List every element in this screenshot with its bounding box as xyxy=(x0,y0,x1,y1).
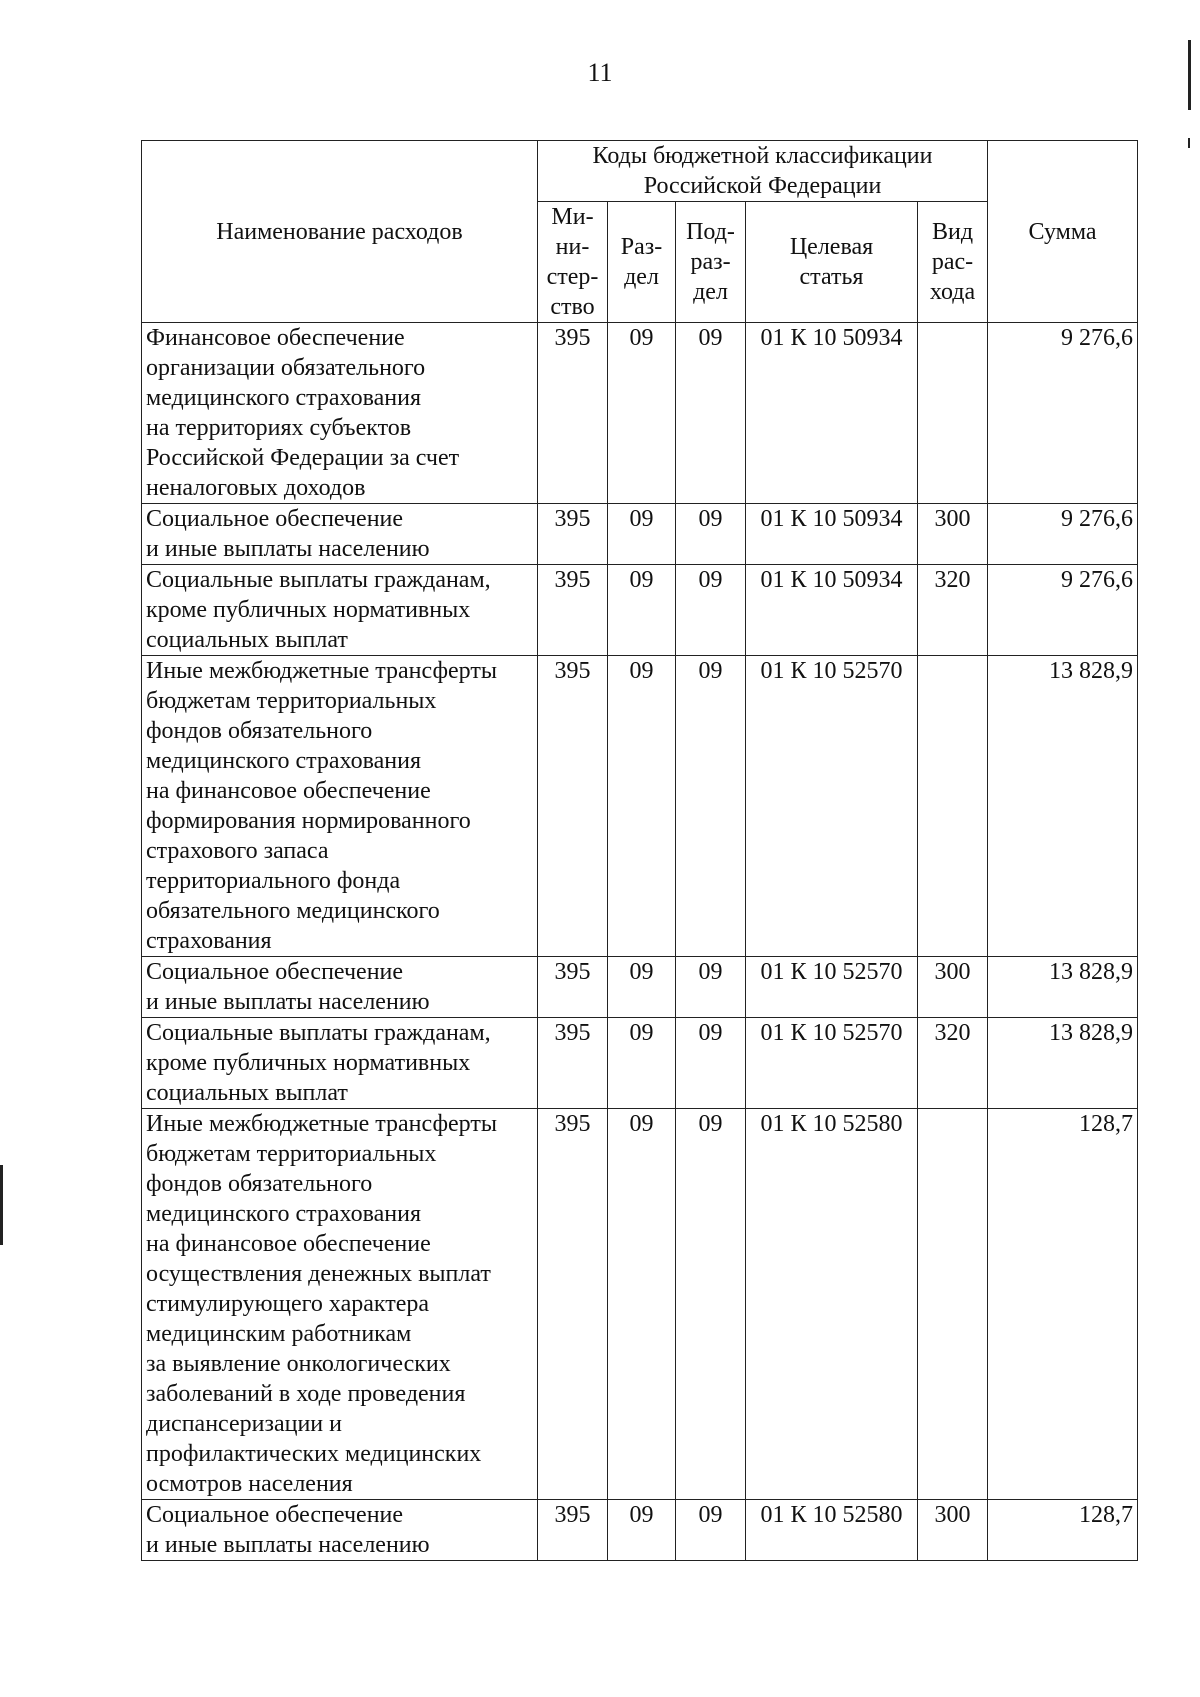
row-name: Иные межбюджетные трансферты бюджетам территориальных фондов обязательного медицинского страхования на финансовое обеспечение осуществления денежных выплат стимулирующего характера медицинским работникам за выявление онкологических заболеваний в ходе проведения диспансеризации и профилактических медицинских осмотров населения xyxy=(142,1109,538,1500)
page-number: 11 xyxy=(587,58,613,87)
row-expense-type: 300 xyxy=(918,1500,988,1561)
row-section: 09 xyxy=(608,957,676,1018)
table-row xyxy=(142,1109,1138,1500)
row-name: Социальные выплаты гражданам, кроме публичных нормативных социальных выплат xyxy=(142,1018,538,1109)
header-name-label: Наименование расходов xyxy=(216,218,463,245)
row-subsection: 09 xyxy=(676,656,746,957)
row-name: Социальное обеспечение и иные выплаты населению xyxy=(142,957,538,1018)
row-target-article: 01 К 10 50934 xyxy=(746,504,918,565)
row-amount: 128,7 xyxy=(988,1109,1138,1500)
table-row xyxy=(142,1018,1138,1109)
row-target-article: 01 К 10 52580 xyxy=(746,1109,918,1500)
row-subsection: 09 xyxy=(676,565,746,656)
row-subsection: 09 xyxy=(676,1500,746,1561)
row-expense-type xyxy=(918,1109,988,1500)
row-section: 09 xyxy=(608,656,676,957)
table-row xyxy=(142,504,1138,565)
row-section: 09 xyxy=(608,565,676,656)
scan-edge-line-right xyxy=(1188,40,1191,110)
row-target-article: 01 К 10 52570 xyxy=(746,1018,918,1109)
row-amount: 13 828,9 xyxy=(988,957,1138,1018)
row-ministry: 395 xyxy=(538,1500,608,1561)
row-subsection: 09 xyxy=(676,323,746,504)
row-ministry: 395 xyxy=(538,323,608,504)
row-name: Социальное обеспечение и иные выплаты населению xyxy=(142,1500,538,1561)
row-amount: 13 828,9 xyxy=(988,656,1138,957)
table-header xyxy=(142,141,1138,323)
row-subsection: 09 xyxy=(676,1109,746,1500)
row-section: 09 xyxy=(608,323,676,504)
table-row xyxy=(142,565,1138,656)
row-section: 09 xyxy=(608,1018,676,1109)
row-amount: 9 276,6 xyxy=(988,504,1138,565)
scan-edge-tick-right xyxy=(1188,138,1190,148)
scan-edge-line-left xyxy=(0,1165,3,1245)
table-body xyxy=(142,323,1138,1561)
row-name: Финансовое обеспечение организации обязательного медицинского страхования на территориях субъектов Российской Федерации за счет неналоговых доходов xyxy=(142,323,538,504)
table-row xyxy=(142,323,1138,504)
header-codes-group-line2: Российской Федерации xyxy=(643,173,882,199)
table-row xyxy=(142,656,1138,957)
row-ministry: 395 xyxy=(538,504,608,565)
row-target-article: 01 К 10 50934 xyxy=(746,565,918,656)
row-target-article: 01 К 10 50934 xyxy=(746,323,918,504)
row-name: Иные межбюджетные трансферты бюджетам территориальных фондов обязательного медицинского страхования на финансовое обеспечение формирования нормированного страхового запаса территориального фонда обязательного медицинского страхования xyxy=(142,656,538,957)
row-ministry: 395 xyxy=(538,565,608,656)
row-expense-type: 320 xyxy=(918,565,988,656)
row-ministry: 395 xyxy=(538,1109,608,1500)
header-sum-label: Сумма xyxy=(1028,218,1097,245)
row-name: Социальные выплаты гражданам, кроме публичных нормативных социальных выплат xyxy=(142,565,538,656)
row-amount: 128,7 xyxy=(988,1500,1138,1561)
row-expense-type: 300 xyxy=(918,957,988,1018)
header-expense-type: Вид рас- хода xyxy=(918,202,988,323)
header-ministry: Ми- ни- стер- ство xyxy=(538,202,608,323)
row-ministry: 395 xyxy=(538,656,608,957)
header-section: Раз- дел xyxy=(608,202,676,323)
header-subsection: Под- раз- дел xyxy=(676,202,746,323)
row-expense-type: 300 xyxy=(918,504,988,565)
row-name: Социальное обеспечение и иные выплаты населению xyxy=(142,504,538,565)
row-ministry: 395 xyxy=(538,1018,608,1109)
table-row xyxy=(142,1500,1138,1561)
budget-expenses-table xyxy=(141,140,1138,1561)
row-ministry: 395 xyxy=(538,957,608,1018)
header-name xyxy=(142,141,538,323)
row-amount: 9 276,6 xyxy=(988,323,1138,504)
row-target-article: 01 К 10 52580 xyxy=(746,1500,918,1561)
table-row xyxy=(142,957,1138,1018)
row-section: 09 xyxy=(608,1500,676,1561)
row-subsection: 09 xyxy=(676,957,746,1018)
header-codes-group xyxy=(538,141,988,202)
row-expense-type xyxy=(918,656,988,957)
row-section: 09 xyxy=(608,504,676,565)
row-subsection: 09 xyxy=(676,504,746,565)
row-section: 09 xyxy=(608,1109,676,1500)
row-expense-type xyxy=(918,323,988,504)
row-expense-type: 320 xyxy=(918,1018,988,1109)
row-target-article: 01 К 10 52570 xyxy=(746,957,918,1018)
header-sum xyxy=(988,141,1138,323)
row-amount: 13 828,9 xyxy=(988,1018,1138,1109)
row-target-article: 01 К 10 52570 xyxy=(746,656,918,957)
row-amount: 9 276,6 xyxy=(988,565,1138,656)
header-target-article: Целевая статья xyxy=(746,202,918,323)
header-codes-group-line1: Коды бюджетной классификации xyxy=(592,143,933,169)
row-subsection: 09 xyxy=(676,1018,746,1109)
